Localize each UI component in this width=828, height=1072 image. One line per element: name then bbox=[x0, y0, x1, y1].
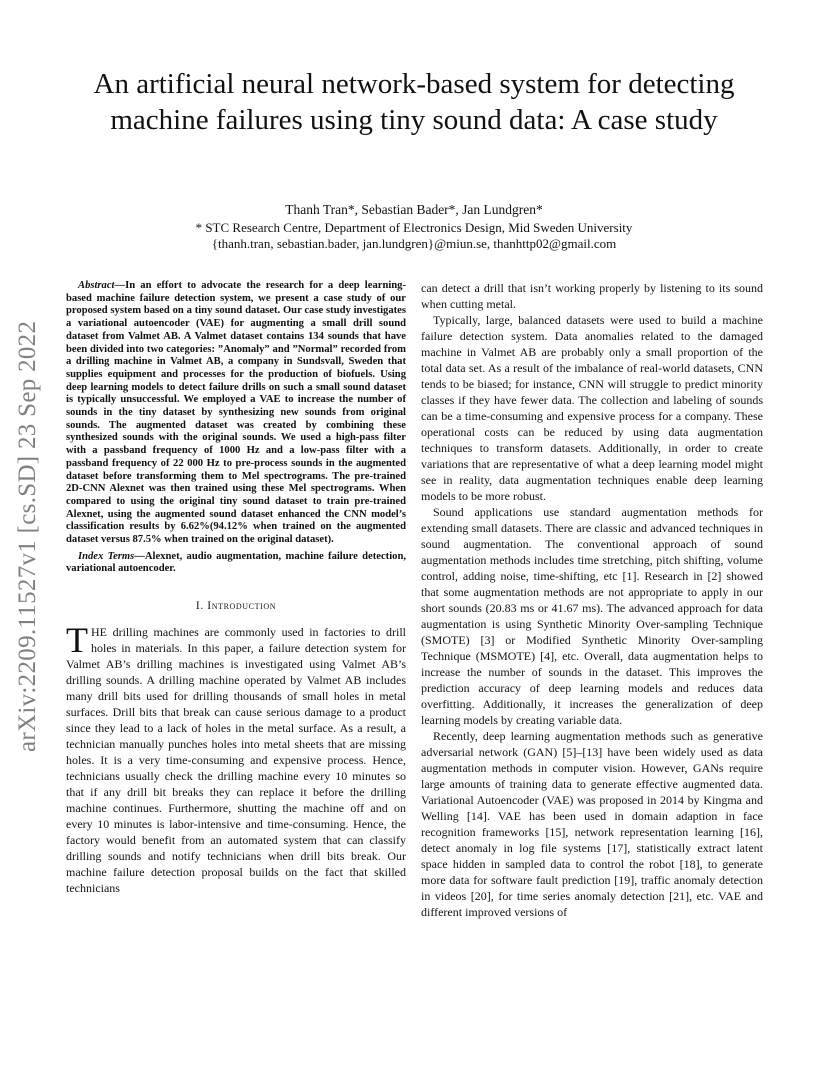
section-heading-introduction bbox=[66, 600, 406, 612]
intro-paragraph-1 bbox=[66, 620, 406, 896]
index-terms-lead: Index Terms bbox=[78, 550, 135, 562]
left-column bbox=[66, 280, 406, 896]
drop-cap: T bbox=[66, 620, 88, 661]
author-emails: {thanh.tran, sebastian.bader, jan.lundgren}@miun.se, thanhttp02@gmail.com bbox=[211, 236, 617, 251]
index-terms-text: —Alexnet, audio augmentation, machine failure detection, variational autoencoder. bbox=[66, 550, 406, 575]
abstract-lead: Abstract bbox=[78, 280, 115, 291]
section-title: Introduction bbox=[207, 600, 277, 613]
index-terms bbox=[66, 551, 406, 576]
right-column bbox=[421, 280, 763, 920]
right-paragraph-2: Sound applications use standard augmentation methods for extending small datasets. There are classic and advanced techniques in sound augmentation. The conventional approach of sound augmentation methods includes time stretching, pitch shifting, volume control, adding noise, time-shifting, etc [1]. Research in [2] showed that some augmentation methods are not appropriate to apply in our short sounds (20.83 ms or 41.67 ms). The advanced approach for data augmentation is using Synthetic Minority Over-sampling Technique (SMOTE) [3] or Modified Synthetic Minority Over-sampling Technique (MSMOTE) [4], etc. Overall, data augmentation helps to increase the number of sounds in the dataset. This improves the prediction accuracy of deep learning models and reduces data overfitting. Additionally, it increases the generalization of deep learning models by creating variable data. bbox=[421, 505, 763, 727]
abstract bbox=[66, 280, 406, 547]
section-number: I. bbox=[195, 600, 204, 613]
right-paragraph-3: Recently, deep learning augmentation methods such as generative adversarial network (GAN) [5]–[13] have been widely used as data augmentation methods in computer vision. However, GANs require large amounts of training data to generate effective augmented data. Variational Autoencoder (VAE) was proposed in 2014 by Kingma and Welling [14]. VAE has been used in domain adaption in face recognition frameworks [15], network representation learning [16], detect anomaly in log file systems [17], statistically extract latent space hidden in sampled data to control the robot [18], to generate more data for software fault prediction [19], traffic anomaly detection in videos [20], for time series anomaly detection [21], etc. VAE and different improved versions of bbox=[421, 729, 763, 919]
author-list: Thanh Tran*, Sebastian Bader*, Jan Lundgren* bbox=[285, 202, 543, 217]
right-paragraph-1: Typically, large, balanced datasets were used to build a machine failure detection system. Data anomalies related to the damaged machine in Valmet AB are probably only a small proportion of the total data set. As a result of the imbalance of real-world datasets, CNN tends to be biased; for instance, CNN will struggle to predict minority classes if they have fewer data. The collection and labeling of sounds can be a time-consuming and expensive process for a company. These operational costs can be reduced by using data augmentation techniques to transform datasets. Additionally, in order to create variations that are representative of what a deep learning model might see in reality, data augmentation techniques enable deep learning models to be more robust. bbox=[421, 313, 763, 503]
abstract-text: —In an effort to advocate the research for a deep learning-based machine failure detection system, we present a case study of our proposed system based on a tiny sound dataset. Our case study investigates a variational autoencoder (VAE) for augmenting a small drill sound dataset from Valmet AB. A Valmet dataset contains 134 sounds that have been divided into two categories: ”Anomaly” and ”Normal” recorded from a drilling machine in Valmet AB, a company in Sundsvall, Sweden that supplies equipment and processes for the production of biofuels. Using deep learning models to detect failure drills on such a small sound dataset is typically unsuccessful. We employed a VAE to increase the number of sounds in the tiny dataset by synthesizing new sounds from original sounds. The augmented dataset was created by combining these synthesized sounds with the original sounds. We used a high-pass filter with a passband frequency of 1000 Hz and a low-pass filter with a passband frequency of 22 000 Hz to pre-process sounds in the augmented dataset before transforming them to Mel spectrograms. The pre-trained 2D-CNN Alexnet was then trained using these Mel spectrograms. When compared to using the original tiny sound dataset to train pre-trained Alexnet, using the augmented sound dataset enhanced the CNN model’s classification results by 6.62%(94.12% when trained on the augmented dataset versus 87.5% when trained on the original dataset). bbox=[66, 280, 406, 546]
right-paragraph-continuation: can detect a drill that isn’t working properly by listening to its sound when cutting metal. bbox=[421, 281, 763, 311]
intro-paragraph-1-text: HE drilling machines are commonly used in factories to drill holes in materials. In this paper, a failure detection system for Valmet AB’s drilling machines is investigated using Valmet AB’s drilling sounds. A drilling machine operated by Valmet AB includes many drill bits used for drilling thousands of small holes in metal surfaces. Drill bits that break can cause serious damage to a product since they lead to a lack of holes in the metal surface. As a result, a technician manually punches holes into metal sheets that are missing holes. It is a very time-consuming and expensive process. Hence, technicians usually check the drilling machine every 10 minutes so that if any drill bit breaks they can replace it before the drilling machine continues. Furthermore, shutting the machine off and on every 10 minutes is labor-intensive and time-consuming. Hence, the factory would benefit from an automated system that can classify drilling sounds and notify technicians when drill bits break. Our machine failure detection proposal builds on the fact that skilled technicians bbox=[66, 625, 406, 896]
paper-title: An artificial neural network-based system for detecting machine failures using tiny sound data: A case study bbox=[93, 68, 735, 136]
affiliation: * STC Research Centre, Department of Electronics Design, Mid Sweden University bbox=[195, 220, 633, 235]
arxiv-identifier: arXiv:2209.11527v1 [cs.SD] 23 Sep 2022 bbox=[14, 320, 41, 752]
